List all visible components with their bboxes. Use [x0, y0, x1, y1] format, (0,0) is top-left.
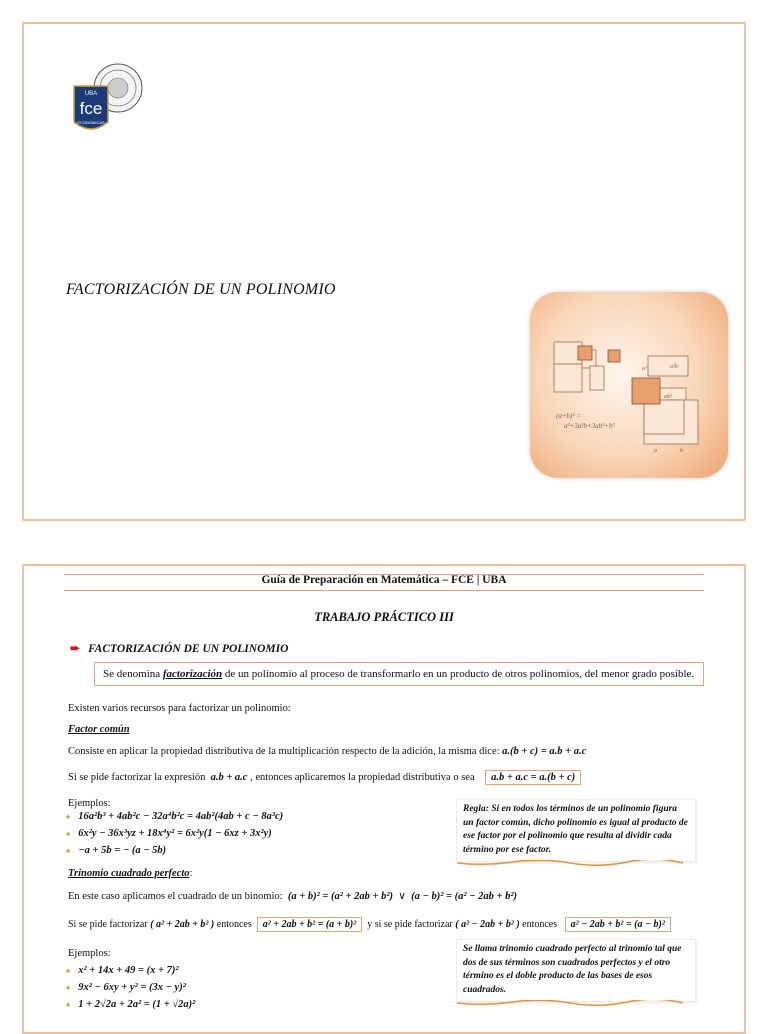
svg-text:fce: fce [79, 99, 103, 118]
content-page [22, 564, 746, 1034]
svg-text:a: a [654, 448, 657, 454]
tp-title: TRABAJO PRÁCTICO III [314, 610, 454, 624]
factor-comun-desc: Consiste en aplicar la propiedad distributiva de la multiplicación respecto de la adición, la misma dice: a.(b + c) = a.b + a.c [68, 746, 587, 757]
diamond-bullet-icon: ♠ [66, 983, 71, 993]
trinomio-ask: Si se pide factorizar ( a² + 2ab + b² ) entonces a² + 2ab + b² = (a + b)² y si se pide factorizar ( a² − 2ab + b² ) entonces a² − 2ab + b² = (a − b)² [68, 919, 671, 930]
binomial-cube-illustration [530, 292, 728, 478]
trinomio-plus-box: a² + 2ab + b² = (a + b)² [257, 917, 362, 932]
example-item: ♠ 16a²b³ + 4ab²c − 32a⁴b²c = 4ab²(4ab + c − 8a³c) [66, 811, 284, 822]
factor-comun-heading: Factor común [68, 724, 130, 735]
factor-comun-ask: Si se pide factorizar la expresión a.b + a.c , entonces aplicaremos la propiedad distributiva o sea a.b + a.c = a.(b + c) [68, 772, 581, 783]
example-item: ♠ 6x²y − 36x³yz + 18x⁴y² = 6x²y(1 − 6xz + 3x²y) [66, 828, 272, 839]
intro-text: Existen varios recursos para factorizar un polinomio: [68, 703, 291, 714]
cube-formula-line-1: (a+b)³ = [556, 412, 581, 420]
example-item: ♠ −a + 5b = − (a − 5b) [66, 845, 167, 856]
example-item: ♠ x² + 14x + 49 = (x + 7)² [66, 965, 179, 976]
arrow-right-icon: ➨ [70, 641, 81, 655]
definition-box: Se denomina factorización de un polinomio al proceso de transformarlo en un producto de otros polinomios, del menor grado posible. [94, 662, 704, 686]
distributive-formula: a.(b + c) = a.b + a.c [502, 746, 587, 757]
cover-title: FACTORIZACIÓN DE UN POLINOMIO [66, 281, 336, 298]
example-item: ♠ 1 + 2√2a + 2a² = (1 + √2a)² [66, 999, 196, 1010]
svg-text:UBA: UBA [84, 91, 98, 97]
svg-text:a³: a³ [642, 366, 647, 372]
fce-uba-logo [70, 62, 146, 138]
cube-formula-line-2: a³+3a²b+3ab²+b³ [564, 422, 615, 430]
examples-label-2: Ejemplos: [68, 948, 111, 959]
diamond-bullet-icon: ♠ [66, 1000, 71, 1010]
trinomio-minus-box: a² − 2ab + b² = (a − b)² [565, 917, 671, 932]
rule-note-trinomio: Se llama trinomio cuadrado perfecto al trinomio tal que dos de sus términos son cuadrados perfectos y el otro término es el doble producto de las bases de esos cuadrados. [456, 939, 696, 1002]
svg-text:ab²: ab² [664, 394, 672, 400]
svg-text:b: b [680, 448, 683, 454]
diamond-bullet-icon: ♠ [66, 812, 71, 822]
rule-note-factor-comun: Regla: Si en todos los términos de un polinomio figura un factor común, dicho polinomio es igual al producto de ese factor por el polinomio que resulta al dividir cada término por ese factor. [456, 799, 696, 862]
page-header: Guía de Preparación en Matemática – FCE | UBA [64, 574, 704, 591]
svg-text:ECONÓMICAS: ECONÓMICAS [77, 120, 105, 125]
svg-text:a²b: a²b [670, 364, 678, 370]
trinomio-heading: Trinomio cuadrado perfecto: [68, 868, 193, 879]
trinomio-desc: En este caso aplicamos el cuadrado de un binomio: (a + b)² = (a² + 2ab + b²) ∨ (a − b)² = (a² − 2ab + b²) [68, 891, 518, 902]
diamond-bullet-icon: ♠ [66, 829, 71, 839]
example-item: ♠ 9x² − 6xy + y² = (3x − y)² [66, 982, 186, 993]
examples-label-1: Ejemplos: [68, 798, 111, 809]
cover-page [22, 22, 746, 521]
diamond-bullet-icon: ♠ [66, 846, 71, 856]
diamond-bullet-icon: ♠ [66, 966, 71, 976]
factor-comun-result-box: a.b + a.c = a.(b + c) [485, 770, 581, 785]
term-factorizacion: factorización [162, 668, 223, 680]
section-title: ➨ FACTORIZACIÓN DE UN POLINOMIO [70, 641, 289, 655]
